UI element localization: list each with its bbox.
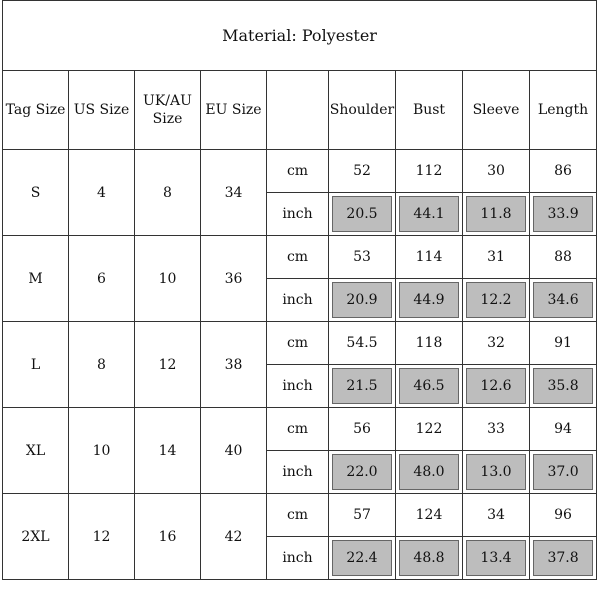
- ukau-size-cell: 8: [135, 150, 201, 236]
- sleeve-inch-value: 12.2: [463, 279, 530, 322]
- length-cm-value: 86: [530, 150, 597, 193]
- length-inch-value: 33.9: [530, 193, 597, 236]
- table-title: Material: Polyester: [3, 1, 597, 71]
- header-ukau-line1: UK/AU: [143, 93, 192, 109]
- us-size-cell: 8: [69, 322, 135, 408]
- shoulder-cm-value: 53: [329, 236, 396, 279]
- table-body: [3, 1, 597, 580]
- table-row: [3, 408, 597, 451]
- shoulder-cm-value: 56: [329, 408, 396, 451]
- us-size-cell: 4: [69, 150, 135, 236]
- shoulder-cm-value: 54.5: [329, 322, 396, 365]
- inch-unit-label: inch: [267, 537, 329, 580]
- bust-inch-value: 44.9: [396, 279, 463, 322]
- table-row: [3, 322, 597, 365]
- cm-unit-label: cm: [267, 150, 329, 193]
- shoulder-inch-value: 22.4: [329, 537, 396, 580]
- bust-inch-value: 48.8: [396, 537, 463, 580]
- shoulder-inch-value: 20.5: [329, 193, 396, 236]
- shoulder-inch-value: 21.5: [329, 365, 396, 408]
- shoulder-inch-value: 22.0: [329, 451, 396, 494]
- table-row: [3, 150, 597, 193]
- length-cm-value: 91: [530, 322, 597, 365]
- header-eu-size: EU Size: [201, 71, 267, 150]
- cm-unit-label: cm: [267, 236, 329, 279]
- sleeve-inch-value: 13.0: [463, 451, 530, 494]
- bust-cm-value: 122: [396, 408, 463, 451]
- header-ukau-line2: Size: [152, 111, 183, 127]
- inch-unit-label: inch: [267, 279, 329, 322]
- inch-unit-label: inch: [267, 193, 329, 236]
- shoulder-inch-value: 20.9: [329, 279, 396, 322]
- bust-inch-value: 46.5: [396, 365, 463, 408]
- ukau-size-cell: 14: [135, 408, 201, 494]
- bust-cm-value: 124: [396, 494, 463, 537]
- ukau-size-cell: 12: [135, 322, 201, 408]
- bust-inch-value: 48.0: [396, 451, 463, 494]
- header-tag-size: Tag Size: [3, 71, 69, 150]
- sleeve-cm-value: 31: [463, 236, 530, 279]
- table-row: [3, 494, 597, 537]
- shoulder-cm-value: 52: [329, 150, 396, 193]
- sleeve-cm-value: 30: [463, 150, 530, 193]
- length-cm-value: 88: [530, 236, 597, 279]
- sleeve-cm-value: 33: [463, 408, 530, 451]
- us-size-cell: 6: [69, 236, 135, 322]
- header-length: Length: [530, 71, 597, 150]
- sleeve-cm-value: 34: [463, 494, 530, 537]
- us-size-cell: 12: [69, 494, 135, 580]
- header-bust: Bust: [396, 71, 463, 150]
- size-chart-table: [2, 0, 597, 580]
- length-inch-value: 35.8: [530, 365, 597, 408]
- sleeve-inch-value: 13.4: [463, 537, 530, 580]
- sleeve-inch-value: 11.8: [463, 193, 530, 236]
- header-row: [3, 71, 597, 150]
- ukau-size-cell: 16: [135, 494, 201, 580]
- tag-size-cell: M: [3, 236, 69, 322]
- bust-cm-value: 118: [396, 322, 463, 365]
- eu-size-cell: 40: [201, 408, 267, 494]
- table-row: [3, 236, 597, 279]
- eu-size-cell: 42: [201, 494, 267, 580]
- header-sleeve: Sleeve: [463, 71, 530, 150]
- cm-unit-label: cm: [267, 408, 329, 451]
- length-inch-value: 34.6: [530, 279, 597, 322]
- bust-inch-value: 44.1: [396, 193, 463, 236]
- tag-size-cell: 2XL: [3, 494, 69, 580]
- length-inch-value: 37.0: [530, 451, 597, 494]
- eu-size-cell: 34: [201, 150, 267, 236]
- title-row: [3, 1, 597, 71]
- header-ukau-size: [135, 71, 201, 150]
- length-cm-value: 94: [530, 408, 597, 451]
- cm-unit-label: cm: [267, 494, 329, 537]
- size-chart: [2, 0, 596, 598]
- eu-size-cell: 38: [201, 322, 267, 408]
- inch-unit-label: inch: [267, 365, 329, 408]
- sleeve-cm-value: 32: [463, 322, 530, 365]
- cm-unit-label: cm: [267, 322, 329, 365]
- length-inch-value: 37.8: [530, 537, 597, 580]
- inch-unit-label: inch: [267, 451, 329, 494]
- bust-cm-value: 112: [396, 150, 463, 193]
- length-cm-value: 96: [530, 494, 597, 537]
- tag-size-cell: S: [3, 150, 69, 236]
- eu-size-cell: 36: [201, 236, 267, 322]
- bust-cm-value: 114: [396, 236, 463, 279]
- sleeve-inch-value: 12.6: [463, 365, 530, 408]
- tag-size-cell: L: [3, 322, 69, 408]
- header-us-size: US Size: [69, 71, 135, 150]
- header-shoulder: Shoulder: [329, 71, 396, 150]
- ukau-size-cell: 10: [135, 236, 201, 322]
- header-unit: [267, 71, 329, 150]
- shoulder-cm-value: 57: [329, 494, 396, 537]
- us-size-cell: 10: [69, 408, 135, 494]
- tag-size-cell: XL: [3, 408, 69, 494]
